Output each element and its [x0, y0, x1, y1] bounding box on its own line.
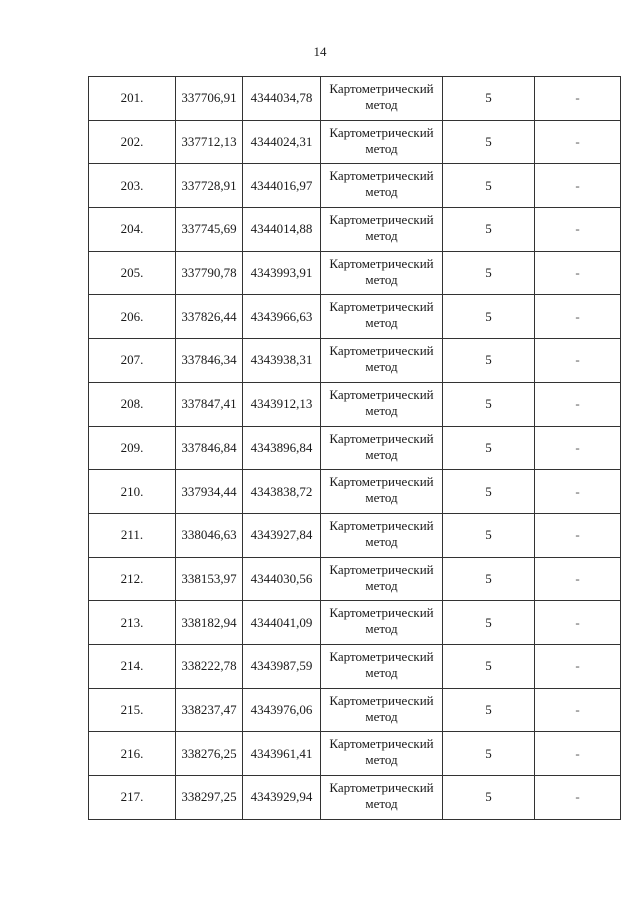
- note-cell: -: [535, 120, 621, 164]
- y-coordinate-cell: 4343993,91: [243, 251, 321, 295]
- note-cell: -: [535, 339, 621, 383]
- x-coordinate-cell: 337706,91: [176, 77, 243, 121]
- note-cell: -: [535, 732, 621, 776]
- table-row: [89, 382, 621, 426]
- accuracy-cell: 5: [443, 557, 535, 601]
- note-cell: -: [535, 295, 621, 339]
- point-number-cell: 203.: [89, 164, 176, 208]
- note-cell: -: [535, 77, 621, 121]
- page-number: 14: [313, 44, 327, 59]
- note-cell: -: [535, 513, 621, 557]
- x-coordinate-cell: 337934,44: [176, 470, 243, 514]
- accuracy-cell: 5: [443, 251, 535, 295]
- point-number-cell: 216.: [89, 732, 176, 776]
- point-number-cell: 204.: [89, 208, 176, 252]
- note-cell: -: [535, 382, 621, 426]
- note-cell: -: [535, 644, 621, 688]
- y-coordinate-cell: 4343961,41: [243, 732, 321, 776]
- point-number-cell: 215.: [89, 688, 176, 732]
- x-coordinate-cell: 338222,78: [176, 644, 243, 688]
- table-row: [89, 208, 621, 252]
- note-cell: -: [535, 776, 621, 820]
- x-coordinate-cell: 337728,91: [176, 164, 243, 208]
- x-coordinate-cell: 337745,69: [176, 208, 243, 252]
- table-row: [89, 513, 621, 557]
- coordinates-table: [88, 76, 621, 820]
- table-row: [89, 251, 621, 295]
- table-row: [89, 601, 621, 645]
- accuracy-cell: 5: [443, 339, 535, 383]
- point-number-cell: 211.: [89, 513, 176, 557]
- note-cell: -: [535, 470, 621, 514]
- point-number-cell: 210.: [89, 470, 176, 514]
- x-coordinate-cell: 337826,44: [176, 295, 243, 339]
- x-coordinate-cell: 338297,25: [176, 776, 243, 820]
- method-cell: Картометрический метод: [321, 77, 443, 121]
- method-cell: Картометрический метод: [321, 470, 443, 514]
- accuracy-cell: 5: [443, 426, 535, 470]
- table-row: [89, 426, 621, 470]
- table-row: [89, 688, 621, 732]
- table-row: [89, 732, 621, 776]
- coordinates-table-body: [89, 77, 621, 820]
- y-coordinate-cell: 4344034,78: [243, 77, 321, 121]
- y-coordinate-cell: 4344016,97: [243, 164, 321, 208]
- method-cell: Картометрический метод: [321, 251, 443, 295]
- table-row: [89, 295, 621, 339]
- accuracy-cell: 5: [443, 164, 535, 208]
- y-coordinate-cell: 4344030,56: [243, 557, 321, 601]
- note-cell: -: [535, 426, 621, 470]
- point-number-cell: 208.: [89, 382, 176, 426]
- point-number-cell: 206.: [89, 295, 176, 339]
- note-cell: -: [535, 557, 621, 601]
- point-number-cell: 209.: [89, 426, 176, 470]
- method-cell: Картометрический метод: [321, 120, 443, 164]
- method-cell: Картометрический метод: [321, 688, 443, 732]
- y-coordinate-cell: 4344041,09: [243, 601, 321, 645]
- accuracy-cell: 5: [443, 688, 535, 732]
- x-coordinate-cell: 338046,63: [176, 513, 243, 557]
- method-cell: Картометрический метод: [321, 644, 443, 688]
- y-coordinate-cell: 4343912,13: [243, 382, 321, 426]
- point-number-cell: 202.: [89, 120, 176, 164]
- y-coordinate-cell: 4343927,84: [243, 513, 321, 557]
- method-cell: Картометрический метод: [321, 732, 443, 776]
- accuracy-cell: 5: [443, 120, 535, 164]
- y-coordinate-cell: 4343938,31: [243, 339, 321, 383]
- table-row: [89, 644, 621, 688]
- table-row: [89, 339, 621, 383]
- y-coordinate-cell: 4344014,88: [243, 208, 321, 252]
- method-cell: Картометрический метод: [321, 557, 443, 601]
- x-coordinate-cell: 338182,94: [176, 601, 243, 645]
- x-coordinate-cell: 337847,41: [176, 382, 243, 426]
- method-cell: Картометрический метод: [321, 339, 443, 383]
- method-cell: Картометрический метод: [321, 601, 443, 645]
- x-coordinate-cell: 337790,78: [176, 251, 243, 295]
- x-coordinate-cell: 338237,47: [176, 688, 243, 732]
- table-row: [89, 557, 621, 601]
- accuracy-cell: 5: [443, 295, 535, 339]
- accuracy-cell: 5: [443, 601, 535, 645]
- point-number-cell: 207.: [89, 339, 176, 383]
- point-number-cell: 201.: [89, 77, 176, 121]
- y-coordinate-cell: 4343987,59: [243, 644, 321, 688]
- method-cell: Картометрический метод: [321, 295, 443, 339]
- y-coordinate-cell: 4344024,31: [243, 120, 321, 164]
- method-cell: Картометрический метод: [321, 776, 443, 820]
- y-coordinate-cell: 4343966,63: [243, 295, 321, 339]
- accuracy-cell: 5: [443, 732, 535, 776]
- note-cell: -: [535, 601, 621, 645]
- note-cell: -: [535, 164, 621, 208]
- y-coordinate-cell: 4343838,72: [243, 470, 321, 514]
- method-cell: Картометрический метод: [321, 164, 443, 208]
- note-cell: -: [535, 208, 621, 252]
- accuracy-cell: 5: [443, 644, 535, 688]
- point-number-cell: 212.: [89, 557, 176, 601]
- accuracy-cell: 5: [443, 382, 535, 426]
- method-cell: Картометрический метод: [321, 513, 443, 557]
- x-coordinate-cell: 338276,25: [176, 732, 243, 776]
- note-cell: -: [535, 688, 621, 732]
- method-cell: Картометрический метод: [321, 208, 443, 252]
- table-row: [89, 77, 621, 121]
- point-number-cell: 217.: [89, 776, 176, 820]
- x-coordinate-cell: 338153,97: [176, 557, 243, 601]
- table-row: [89, 470, 621, 514]
- x-coordinate-cell: 337846,84: [176, 426, 243, 470]
- y-coordinate-cell: 4343896,84: [243, 426, 321, 470]
- point-number-cell: 213.: [89, 601, 176, 645]
- accuracy-cell: 5: [443, 77, 535, 121]
- accuracy-cell: 5: [443, 776, 535, 820]
- accuracy-cell: 5: [443, 513, 535, 557]
- point-number-cell: 205.: [89, 251, 176, 295]
- method-cell: Картометрический метод: [321, 426, 443, 470]
- x-coordinate-cell: 337846,34: [176, 339, 243, 383]
- table-row: [89, 776, 621, 820]
- note-cell: -: [535, 251, 621, 295]
- x-coordinate-cell: 337712,13: [176, 120, 243, 164]
- table-row: [89, 120, 621, 164]
- point-number-cell: 214.: [89, 644, 176, 688]
- y-coordinate-cell: 4343929,94: [243, 776, 321, 820]
- accuracy-cell: 5: [443, 208, 535, 252]
- method-cell: Картометрический метод: [321, 382, 443, 426]
- y-coordinate-cell: 4343976,06: [243, 688, 321, 732]
- table-row: [89, 164, 621, 208]
- accuracy-cell: 5: [443, 470, 535, 514]
